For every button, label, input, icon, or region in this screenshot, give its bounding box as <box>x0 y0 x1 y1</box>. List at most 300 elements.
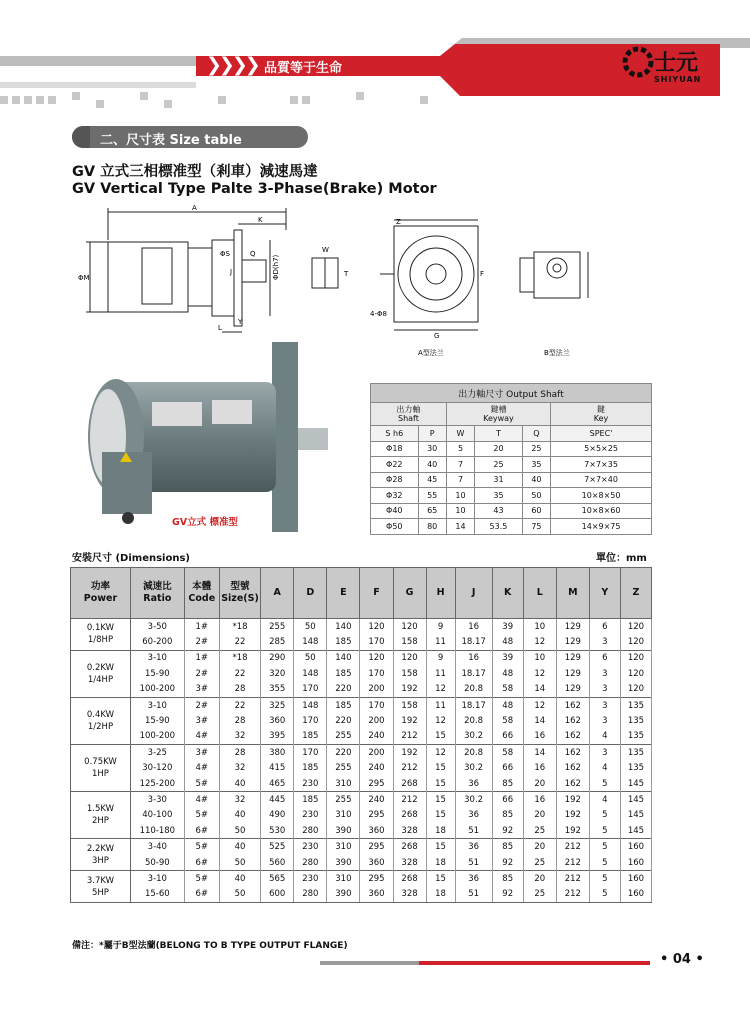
dims-cell: 51 <box>455 823 492 839</box>
dims-cell: 12 <box>523 697 556 713</box>
shaft-table <box>370 383 652 535</box>
dims-col-header: D <box>294 568 327 619</box>
dims-cell: 3 <box>589 713 620 728</box>
shaft-row <box>371 503 652 519</box>
dims-cell: 3-40 <box>130 839 184 855</box>
dims-cell: 5 <box>589 855 620 871</box>
dims-cell: 3-10 <box>130 697 184 713</box>
dims-cell: 85 <box>492 776 523 792</box>
dims-cell: 140 <box>327 650 360 666</box>
dims-cell: 530 <box>261 823 294 839</box>
dims-cell: 255 <box>327 792 360 808</box>
dims-cell: 25 <box>523 887 556 903</box>
dims-cell: 240 <box>360 792 393 808</box>
dims-cell: 395 <box>261 729 294 745</box>
dims-cell: 20 <box>523 776 556 792</box>
dims-cell: *18 <box>219 619 260 635</box>
dims-cell: 3# <box>184 682 219 698</box>
dims-cell: 3-30 <box>130 792 184 808</box>
dims-cell: 158 <box>393 666 426 681</box>
dims-cell: 51 <box>455 887 492 903</box>
dims-cell: 192 <box>556 808 589 823</box>
dims-cell: 5 <box>589 839 620 855</box>
dims-row <box>71 887 652 903</box>
dims-cell: 120 <box>393 619 426 635</box>
dims-cell: 6# <box>184 823 219 839</box>
dims-col-header: J <box>455 568 492 619</box>
dims-cell: 85 <box>492 839 523 855</box>
dims-cell: 15-60 <box>130 887 184 903</box>
dims-cell: 16 <box>523 761 556 776</box>
dims-cell: 5# <box>184 808 219 823</box>
dims-cell: *18 <box>219 650 260 666</box>
dims-cell: 192 <box>393 713 426 728</box>
dims-cell: 145 <box>620 808 651 823</box>
label-W: W <box>322 246 329 254</box>
dims-cell: 11 <box>426 697 455 713</box>
shaft-cell: 45 <box>418 472 446 488</box>
logo-gear-icon <box>620 44 656 80</box>
label-J: J <box>230 268 233 276</box>
dims-cell: 16 <box>523 792 556 808</box>
dims-cell: 50 <box>219 855 260 871</box>
section-title: 二、尺寸表 Size table <box>100 133 242 148</box>
dims-cell: 185 <box>294 729 327 745</box>
dims-cell: 48 <box>492 666 523 681</box>
dims-cell: 14 <box>523 745 556 761</box>
shaft-cell: 30 <box>418 441 446 457</box>
group-keyway: 鍵槽 Keyway <box>446 403 550 426</box>
dims-cell: 295 <box>360 839 393 855</box>
dims-cell: 3 <box>589 697 620 713</box>
dims-cell: 268 <box>393 776 426 792</box>
section-pill-cap <box>72 126 90 148</box>
dims-cell: 18.17 <box>455 697 492 713</box>
dims-cell: 295 <box>360 808 393 823</box>
dims-row <box>71 713 652 728</box>
dims-cell: 240 <box>360 761 393 776</box>
dims-cell: 25 <box>523 855 556 871</box>
shaft-cell: 10×8×50 <box>551 488 652 504</box>
dims-cell: 212 <box>393 792 426 808</box>
shaft-cell: 14 <box>446 519 474 535</box>
dims-cell: 18 <box>426 887 455 903</box>
label-holes: 4-Φ8 <box>370 310 387 318</box>
dims-cell: 16 <box>455 619 492 635</box>
dims-cell: 100-200 <box>130 682 184 698</box>
dims-cell: 36 <box>455 839 492 855</box>
dims-cell: 170 <box>360 666 393 681</box>
dims-cell: 3-10 <box>130 650 184 666</box>
dims-cell: 185 <box>327 634 360 650</box>
flange-drawings <box>370 212 610 360</box>
dims-cell: 268 <box>393 839 426 855</box>
shaft-row <box>371 472 652 488</box>
dims-cell: 66 <box>492 761 523 776</box>
dims-cell: 58 <box>492 713 523 728</box>
shaft-cell: 60 <box>522 503 550 519</box>
dims-cell: 140 <box>327 619 360 635</box>
dims-cell: 148 <box>294 666 327 681</box>
dims-cell: 310 <box>327 776 360 792</box>
dims-unit: 單位：mm <box>596 553 647 564</box>
dims-row <box>71 650 652 666</box>
header-slogan: 品質等于生命 <box>264 61 343 76</box>
dims-cell: 3 <box>589 745 620 761</box>
dims-cell: 160 <box>620 839 651 855</box>
dims-cell: 380 <box>261 745 294 761</box>
dims-cell: 20 <box>523 839 556 855</box>
shaft-row <box>371 488 652 504</box>
dims-cell: 268 <box>393 871 426 887</box>
dims-cell: 5 <box>589 823 620 839</box>
dims-cell: 6# <box>184 887 219 903</box>
shaft-cell: 50 <box>522 488 550 504</box>
dims-cell: 36 <box>455 871 492 887</box>
dims-row <box>71 619 652 635</box>
dims-cell: 170 <box>360 697 393 713</box>
shaft-table-caption: 出力軸尺寸 Output Shaft <box>371 384 652 403</box>
shaft-cell: Φ40 <box>371 503 419 519</box>
dims-cell: 192 <box>556 792 589 808</box>
dims-cell: 4 <box>589 729 620 745</box>
shaft-cell: Φ22 <box>371 457 419 473</box>
dims-cell: 36 <box>455 776 492 792</box>
dims-title: 安裝尺寸 (Dimensions) <box>72 553 190 564</box>
shaft-cell: 5 <box>446 441 474 457</box>
dims-cell: 135 <box>620 697 651 713</box>
shaft-cell: 65 <box>418 503 446 519</box>
dims-cell: 66 <box>492 792 523 808</box>
dims-cell: 160 <box>620 887 651 903</box>
shaft-cell: Φ18 <box>371 441 419 457</box>
dims-cell: 295 <box>360 776 393 792</box>
dims-cell: 58 <box>492 745 523 761</box>
dims-cell: 3 <box>589 666 620 681</box>
dims-cell: 135 <box>620 761 651 776</box>
power-cell: 1.5KW 2HP <box>71 792 131 839</box>
dims-cell: 212 <box>556 839 589 855</box>
dims-row <box>71 745 652 761</box>
dims-cell: 32 <box>219 761 260 776</box>
label-Q: Q <box>250 250 256 258</box>
dims-cell: 148 <box>294 697 327 713</box>
dims-col-header: K <box>492 568 523 619</box>
dims-cell: 120 <box>360 619 393 635</box>
dims-cell: 160 <box>620 855 651 871</box>
dims-cell: 280 <box>294 855 327 871</box>
dims-cell: 200 <box>360 745 393 761</box>
dims-cell: 3 <box>589 634 620 650</box>
footer-bar <box>320 961 650 965</box>
flange-a-caption: A型法兰 <box>418 349 444 357</box>
dims-cell: 5 <box>589 871 620 887</box>
dims-cell: 280 <box>294 823 327 839</box>
dims-cell: 28 <box>219 682 260 698</box>
dims-cell: 185 <box>327 666 360 681</box>
dims-cell: 22 <box>219 697 260 713</box>
dims-cell: 20.8 <box>455 682 492 698</box>
dims-cell: 145 <box>620 792 651 808</box>
dims-cell: 162 <box>556 713 589 728</box>
dims-cell: 50 <box>294 650 327 666</box>
dims-col-header: 型號 Size(S) <box>219 568 260 619</box>
dims-cell: 15 <box>426 776 455 792</box>
dims-cell: 490 <box>261 808 294 823</box>
dims-row <box>71 634 652 650</box>
dims-cell: 120 <box>393 650 426 666</box>
dims-cell: 158 <box>393 697 426 713</box>
dims-cell: 15 <box>426 808 455 823</box>
dims-col-header: G <box>393 568 426 619</box>
dims-cell: 170 <box>294 745 327 761</box>
dims-cell: 120 <box>620 619 651 635</box>
shaft-cell: 10 <box>446 488 474 504</box>
dims-cell: 3 <box>589 682 620 698</box>
dims-col-header: H <box>426 568 455 619</box>
dims-row <box>71 855 652 871</box>
logo-text: 士元 <box>654 51 699 76</box>
dims-col-header: 功率 Power <box>71 568 131 619</box>
dims-cell: 135 <box>620 713 651 728</box>
motor-photo <box>62 342 334 538</box>
dims-cell: 85 <box>492 808 523 823</box>
dims-row <box>71 808 652 823</box>
dims-cell: 20.8 <box>455 745 492 761</box>
footnote: 備注：*屬于B型法蘭(BELONG TO B TYPE OUTPUT FLANGE) <box>72 941 348 951</box>
shaft-cell: 7×7×40 <box>551 472 652 488</box>
dims-cell: 92 <box>492 855 523 871</box>
dims-cell: 40-100 <box>130 808 184 823</box>
power-cell: 0.4KW 1/2HP <box>71 697 131 744</box>
dims-cell: 18.17 <box>455 666 492 681</box>
dims-cell: 66 <box>492 729 523 745</box>
dims-cell: 285 <box>261 634 294 650</box>
dims-cell: 129 <box>556 682 589 698</box>
dims-cell: 5# <box>184 839 219 855</box>
dims-cell: 15-90 <box>130 713 184 728</box>
dims-col-header: E <box>327 568 360 619</box>
dims-col-header: A <box>261 568 294 619</box>
dims-table <box>70 567 652 903</box>
dims-col-header: M <box>556 568 589 619</box>
shaft-row <box>371 457 652 473</box>
dims-cell: 32 <box>219 792 260 808</box>
dims-col-header: F <box>360 568 393 619</box>
dims-cell: 15 <box>426 729 455 745</box>
dims-cell: 12 <box>426 713 455 728</box>
label-Z: Z <box>396 218 401 226</box>
shaft-cell: 35 <box>522 457 550 473</box>
shaft-cell: 80 <box>418 519 446 535</box>
dims-cell: 30.2 <box>455 729 492 745</box>
shaft-col-headers: S h6 P W T Q SPEC' <box>371 426 652 442</box>
dims-col-header: Z <box>620 568 651 619</box>
dims-cell: 390 <box>327 887 360 903</box>
dims-cell: 50-90 <box>130 855 184 871</box>
shaft-cell: 5×5×25 <box>551 441 652 457</box>
dims-row <box>71 666 652 681</box>
dims-cell: 12 <box>523 634 556 650</box>
shaft-cell: 75 <box>522 519 550 535</box>
dims-row <box>71 823 652 839</box>
dims-cell: 16 <box>523 729 556 745</box>
dims-cell: 14 <box>523 682 556 698</box>
dims-cell: 3-10 <box>130 871 184 887</box>
dims-cell: 162 <box>556 761 589 776</box>
dims-cell: 230 <box>294 871 327 887</box>
dims-cell: 212 <box>393 729 426 745</box>
dims-col-header: Y <box>589 568 620 619</box>
dims-cell: 22 <box>219 666 260 681</box>
dims-cell: 39 <box>492 619 523 635</box>
dims-cell: 48 <box>492 697 523 713</box>
dims-cell: 2# <box>184 634 219 650</box>
title-chinese: GV 立式三相標准型（剎車）減速馬達 <box>72 164 318 180</box>
dims-cell: 212 <box>556 887 589 903</box>
dims-cell: 360 <box>360 823 393 839</box>
dims-cell: 120 <box>620 634 651 650</box>
dims-cell: 310 <box>327 839 360 855</box>
dims-cell: 50 <box>294 619 327 635</box>
dims-cell: 20.8 <box>455 713 492 728</box>
dims-col-header: 減速比 Ratio <box>130 568 184 619</box>
dims-row <box>71 761 652 776</box>
dims-cell: 230 <box>294 808 327 823</box>
dims-cell: 135 <box>620 745 651 761</box>
dims-cell: 6 <box>589 650 620 666</box>
dims-cell: 20 <box>523 808 556 823</box>
dims-cell: 192 <box>393 682 426 698</box>
dims-cell: 129 <box>556 619 589 635</box>
dims-cell: 212 <box>556 871 589 887</box>
dims-cell: 3-50 <box>130 619 184 635</box>
dims-cell: 220 <box>327 682 360 698</box>
dims-cell: 3# <box>184 713 219 728</box>
label-D: ΦD(h7) <box>272 254 280 280</box>
label-A: A <box>192 204 197 212</box>
dims-row <box>71 682 652 698</box>
dims-cell: 18 <box>426 823 455 839</box>
dims-cell: 445 <box>261 792 294 808</box>
dims-cell: 110-180 <box>130 823 184 839</box>
dims-cell: 58 <box>492 682 523 698</box>
group-shaft: 出力軸 Shaft <box>371 403 447 426</box>
dims-cell: 295 <box>360 871 393 887</box>
dims-cell: 92 <box>492 887 523 903</box>
shaft-cell: 31 <box>475 472 523 488</box>
power-cell: 0.75KW 1HP <box>71 745 131 792</box>
dims-cell: 92 <box>492 823 523 839</box>
dims-cell: 30.2 <box>455 761 492 776</box>
dims-cell: 328 <box>393 855 426 871</box>
shaft-cell: 7 <box>446 457 474 473</box>
shaft-cell: Φ50 <box>371 519 419 535</box>
dims-cell: 320 <box>261 666 294 681</box>
shaft-cell: 43 <box>475 503 523 519</box>
dims-cell: 129 <box>556 634 589 650</box>
power-cell: 3.7KW 5HP <box>71 871 131 903</box>
label-Y: Y <box>238 318 243 326</box>
dims-cell: 18.17 <box>455 634 492 650</box>
photo-caption: GV立式 標准型 <box>172 517 238 528</box>
dims-cell: 360 <box>360 855 393 871</box>
page-number: • 04 • <box>660 952 704 967</box>
dims-cell: 32 <box>219 729 260 745</box>
dims-cell: 100-200 <box>130 729 184 745</box>
dims-cell: 360 <box>360 887 393 903</box>
shaft-cell: 7 <box>446 472 474 488</box>
dims-cell: 50 <box>219 887 260 903</box>
dims-cell: 120 <box>620 682 651 698</box>
dims-cell: 465 <box>261 776 294 792</box>
flange-b-caption: B型法兰 <box>544 349 570 357</box>
dims-cell: 12 <box>523 666 556 681</box>
dims-cell: 120 <box>620 666 651 681</box>
dims-cell: 310 <box>327 871 360 887</box>
dims-row <box>71 729 652 745</box>
dims-cell: 415 <box>261 761 294 776</box>
dims-cell: 129 <box>556 666 589 681</box>
dims-cell: 162 <box>556 729 589 745</box>
dims-cell: 162 <box>556 776 589 792</box>
dims-cell: 3-25 <box>130 745 184 761</box>
dims-cell: 160 <box>620 871 651 887</box>
dims-cell: 325 <box>261 697 294 713</box>
shaft-cell: 53.5 <box>475 519 523 535</box>
dims-row <box>71 776 652 792</box>
dims-cell: 11 <box>426 634 455 650</box>
shaft-cell: Φ32 <box>371 488 419 504</box>
dims-cell: 28 <box>219 745 260 761</box>
shaft-row <box>371 441 652 457</box>
dims-cell: 48 <box>492 634 523 650</box>
group-key: 鍵 Key <box>551 403 652 426</box>
dims-cell: 280 <box>294 887 327 903</box>
dims-cell: 6# <box>184 855 219 871</box>
shaft-cell: 10×8×60 <box>551 503 652 519</box>
dims-cell: 135 <box>620 729 651 745</box>
dims-cell: 158 <box>393 634 426 650</box>
header-chevrons: ❯❯❯❯ <box>206 54 258 76</box>
dims-cell: 5 <box>589 808 620 823</box>
shaft-cell: 40 <box>522 472 550 488</box>
dims-cell: 355 <box>261 682 294 698</box>
dims-cell: 220 <box>327 713 360 728</box>
shaft-cell: 7×7×35 <box>551 457 652 473</box>
shaft-cell: 14×9×75 <box>551 519 652 535</box>
dims-cell: 230 <box>294 776 327 792</box>
dims-cell: 11 <box>426 666 455 681</box>
dims-cell: 12 <box>426 745 455 761</box>
dims-cell: 185 <box>294 792 327 808</box>
dims-cell: 120 <box>360 650 393 666</box>
dims-cell: 3# <box>184 745 219 761</box>
label-F: F <box>480 270 485 278</box>
logo-subtext: SHIYUAN <box>654 75 702 84</box>
dims-cell: 30.2 <box>455 792 492 808</box>
dims-cell: 1# <box>184 619 219 635</box>
dims-row <box>71 697 652 713</box>
dims-cell: 60-200 <box>130 634 184 650</box>
label-M: ΦM <box>78 274 90 282</box>
dims-cell: 600 <box>261 887 294 903</box>
dims-cell: 40 <box>219 776 260 792</box>
dims-cell: 15 <box>426 792 455 808</box>
dims-cell: 560 <box>261 855 294 871</box>
dims-cell: 360 <box>261 713 294 728</box>
dims-cell: 212 <box>393 761 426 776</box>
